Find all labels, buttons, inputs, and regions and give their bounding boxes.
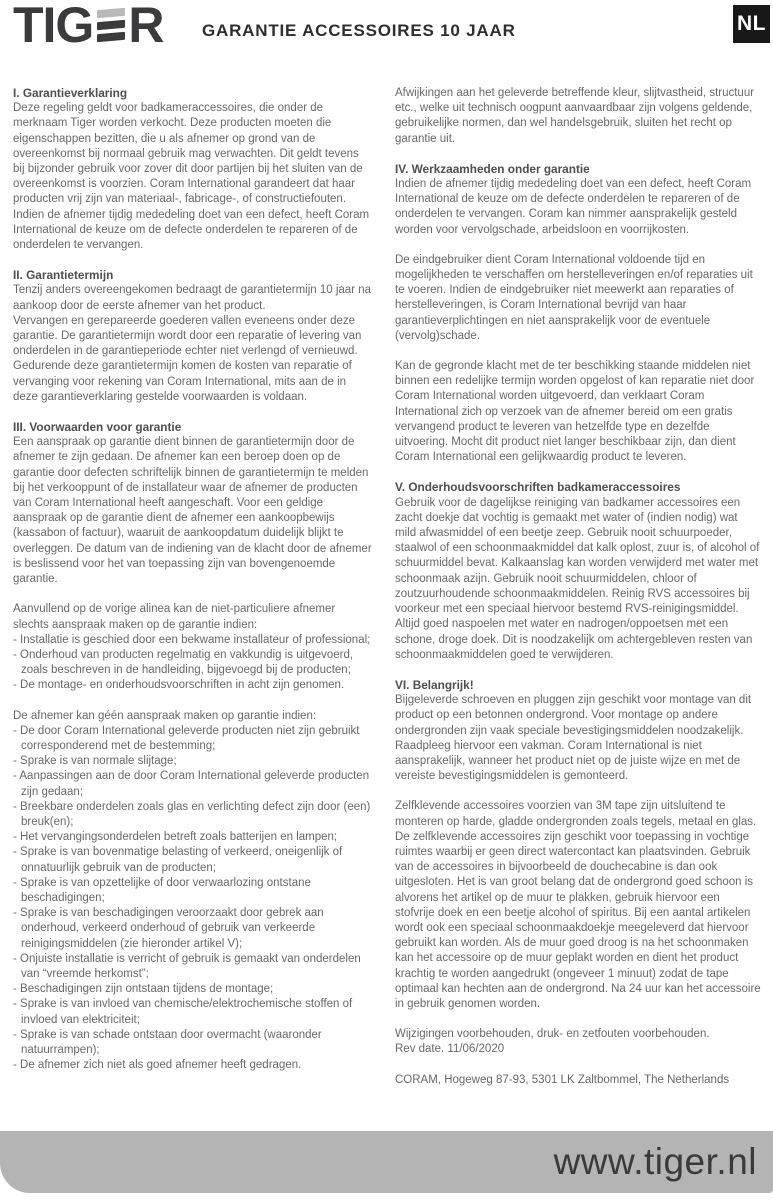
section-6-paragraph: Bijgeleverde schroeven en pluggen zijn geschikt voor montage van dit product op een betonnen ondergrond. Voor montage op andere ondergronden zijn vaak speciale bevestigingsmiddelen noodzakelijk. Raadpleeg hiervoor een vakman. Coram International is niet aansprakelijk, wanneer het product niet op de juiste wijze en met de vereiste bevestigingsmiddelen is gemonteerd.: [395, 694, 752, 783]
list-item: - Installatie is geschied door een bekwame installateur of professional;: [13, 633, 373, 648]
no-claim-intro: De afnemer kan géén aanspraak maken op garantie indien:: [13, 709, 317, 722]
logo-letter-e-bars-icon: [97, 9, 125, 41]
section-4-heading: IV. Werkzaamheden onder garantie: [395, 161, 590, 176]
logo-letters-tig: TIG: [13, 0, 94, 53]
section-3-heading: III. Voorwaarden voor garantie: [13, 420, 182, 435]
list-item: - Onjuiste installatie is verricht of gebruik is gemaakt van onderdelen van “vreemde herkomst”;: [13, 952, 373, 982]
list-item: - Aanpassingen aan de door Coram International geleverde producten zijn gedaan;: [13, 769, 373, 799]
section-2-paragraph: Tenzij anders overeengekomen bedraagt de garantietermijn 10 jaar na aankoop door de eerste afnemer van het product.: [13, 284, 372, 312]
section-2-paragraph: Gedurende deze garantietermijn komen de kosten van reparatie of vervanging voor rekening van Coram International, mits aan de in deze garantieverklaring gestelde voorwaarden is voldaan.: [13, 360, 352, 403]
website-url: www.tiger.nl: [553, 1141, 757, 1182]
section-4-paragraph: Indien de afnemer tijdig mededeling doet van een defect, heeft Coram International de keuze om de defecte onderdelen te repareren of de onderdelen te vervangen. Coram kan nimmer aansprakelijk gesteld worden voor vervolgschade, arbeidsloon en voorrijkosten.: [395, 178, 752, 236]
footer-bar: [0, 1131, 773, 1193]
list-item: - Sprake is van beschadigingen veroorzaakt door gebrek aan onderhoud, verkeerd onderhoud of gebruik van verkeerde reinigingsmiddelen (zie hieronder artikel V);: [13, 906, 373, 952]
rev-date: Rev date. 11/06/2020: [395, 1043, 505, 1056]
company-address: CORAM, Hogeweg 87-93, 5301 LK Zaltbommel, The Netherlands: [395, 1073, 730, 1086]
logo-letter-r: R: [128, 0, 164, 53]
list-item: - Sprake is van bovenmatige belasting of verkeerd, oneigenlijk of onnatuurlijk gebruik van de producten;: [13, 845, 373, 875]
list-item: - Sprake is van opzettelijke of door verwaarlozing ontstane beschadigingen;: [13, 876, 373, 906]
section-1-body: Deze regeling geldt voor badkameraccessoires, die onder de merknaam Tiger worden verkocht. Deze producten moeten die eigenschappen bezitten, die u als afnemer op grond van de overeenkomst bij normaal gebruik mag verwachten. Dit geldt tevens bij bijzonder gebruik voor zover dit door partijen bij het sluiten van de overeenkomst is voorzien. Coram International garandeert dat haar producten vrij zijn van materiaal-, fabricage-, of constructiefouten. Indien de afnemer tijdig mededeling doet van een defect, heeft Coram International de keuze om de defecte onderdelen te repareren of de onderdelen te vervangen.: [13, 102, 370, 252]
list-item: - Sprake is van normale slijtage;: [13, 754, 373, 769]
list-item: - Breekbare onderdelen zoals glas en verlichting defect zijn door (een) breuk(en);: [13, 800, 373, 830]
section-4-paragraph: Kan de gegronde klacht met de ter beschikking staande middelen niet binnen een redelijke termijn worden opgelost of kan reparatie niet door Coram International worden uitgevoerd, dan verklaart Coram International zich op verzoek van de afnemer bereid om een gratis vervangend product te leveren van hetzelfde type en dezelfde uitvoering. Mocht dit product niet langer beschikbaar zijn, dan dient Coram International een gelijkwaardig product te leveren.: [395, 360, 755, 464]
language-badge: NL: [733, 5, 770, 43]
list-item: - De montage- en onderhoudsvoorschriften in acht zijn genomen.: [13, 678, 373, 693]
section-5-heading: V. Onderhoudsvoorschriften badkameraccessoires: [395, 480, 681, 495]
section-5-body: Gebruik voor de dagelijkse reiniging van badkamer accessoires een zacht doekje dat vochtig is gemaakt met water of (indien nodig) wat mild afwasmiddel of een beetje zeep. Gebruik nooit schuurpoeder, staalwol of een schoonmaakmiddel dat kalk oplost, zuur is, of alcohol of schuurmiddel bevat. Kalkaanslag kan worden verwijderd met water met schoonmaak azijn. Gebruik nooit schuurmiddelen, chloor of zoutzuurhoudende schoonmaakmiddelen. Reinig RVS accessoires bij voorkeur met een speciaal hiervoor bestemd RVS-reinigingsmiddel. Altijd goed naspoelen met water en nadrogen/oppoetsen met een schone, droge doek. Dit is noodzakelijk om achtergebleven resten van schoonmaakmiddelen goed te verwijderen.: [395, 496, 760, 661]
list-item: - Beschadigingen zijn ontstaan tijdens de montage;: [13, 982, 373, 997]
section-6-heading: VI. Belangrijk!: [395, 677, 474, 692]
section-3-intro: Een aanspraak op garantie dient binnen de garantietermijn door de afnemer te zijn gedaan. De afnemer kan een beroep doen op de garantie door defecten schriftelijk binnen de garantietermijn te melden bij het verkooppunt of de installateur waar de afnemer de producten van Coram International heeft aangeschaft. Voor een geldige aanspraak op de garantie dient de afnemer een aankoopbewijs (kassabon of factuur), waaruit de aankoopdatum duidelijk blijkt te overleggen. De datum van de indiening van de klacht door de afnemer is beslissend voor het van toepassing zijn van bovengenoemde garantie.: [13, 436, 372, 586]
list-item: - Onderhoud van producten regelmatig en vakkundig is uitgevoerd, zoals beschreven in de handleiding, bijgevoegd bij de producten;: [13, 648, 373, 678]
list-item: - De door Coram International geleverde producten niet zijn gebruikt corresponderend met de bestemming;: [13, 724, 373, 754]
section-1-heading: I. Garantieverklaring: [13, 86, 128, 100]
section-4-paragraph: De eindgebruiker dient Coram International voldoende tijd en mogelijkheden te verschaffen om herstelleveringen en/of reparaties uit te voeren. Indien de eindgebruiker niet meewerkt aan reparaties of herstelleveringen, is Coram International bevrijd van haar garantieverplichtingen en niet aansprakelijk voor de eventuele (vervolg)schade.: [395, 253, 753, 342]
footnote: Wijzigingen voorbehouden, druk- en zetfouten voorbehouden.: [395, 1028, 710, 1041]
list-item: - Het vervangingsonderdelen betreft zoals batterijen en lampen;: [13, 830, 373, 845]
tiger-logo: [13, 0, 164, 53]
left-column: [13, 86, 373, 1073]
section-2-heading: II. Garantietermijn: [13, 268, 114, 283]
section-2-paragraph: Vervangen en gerepareerde goederen vallen eveneens onder deze garantie. De garantietermijn wordt door een reparatie of levering van onderdelen in de garantieperiode echter niet verlengd of vernieuwd.: [13, 314, 362, 358]
section-6-paragraph: Zelfklevende accessoires voorzien van 3M tape zijn uitsluitend te monteren op harde, gladde ondergronden zoals tegels, metaal en glas. De zelfklevende accessoires zijn geschikt voor toepassing in vochtige ruimtes waarbij er geen direct watercontact kan plaatsvinden. Gebruik van de accessoires in bijvoorbeeld de douchecabine is dan ook uitgesloten. Het is van groot belang dat de ondergrond goed schoon is alvorens het artikel op de muur te plakken, gebruik hiervoor een stofvrije doek en een beetje alcohol of spiritus. Bij een aantal artikelen wordt ook een speciaal schoonmaakdoekje meegeleverd dat hiervoor gebruikt kan worden. Als de muur goed droog is na het schoonmaken kan het accessoire op de muur geplakt worden en dient het product krachtig te worden aangedrukt (ongeveer 1 minuut) zodat de tape optimaal kan hechten aan de ondergrond. Na 24 uur kan het accessoire in gebruik genomen worden.: [395, 800, 761, 1010]
list-item: - Sprake is van invloed van chemische/elektrochemische stoffen of invloed van elektriciteit;: [13, 997, 373, 1027]
right-column: [395, 86, 761, 1088]
list-item: - De afnemer zich niet als goed afnemer heeft gedragen.: [13, 1058, 373, 1073]
non-private-claim-intro: Aanvullend op de vorige alinea kan de niet-particuliere afnemer slechts aanspraak maken op de garantie indien:: [13, 603, 336, 631]
page-title: GARANTIE ACCESSOIRES 10 JAAR: [202, 21, 516, 40]
list-item: - Sprake is van schade ontstaan door overmacht (waaronder natuurrampen);: [13, 1028, 373, 1058]
deviations-paragraph: Afwijkingen aan het geleverde betreffende kleur, slijtvastheid, structuur etc., welke uit technisch oogpunt aanvaardbaar zijn volgens geldende, gebruikelijke normen, dan wel handelsgebruik, sluiten het recht op garantie uit.: [395, 87, 755, 145]
